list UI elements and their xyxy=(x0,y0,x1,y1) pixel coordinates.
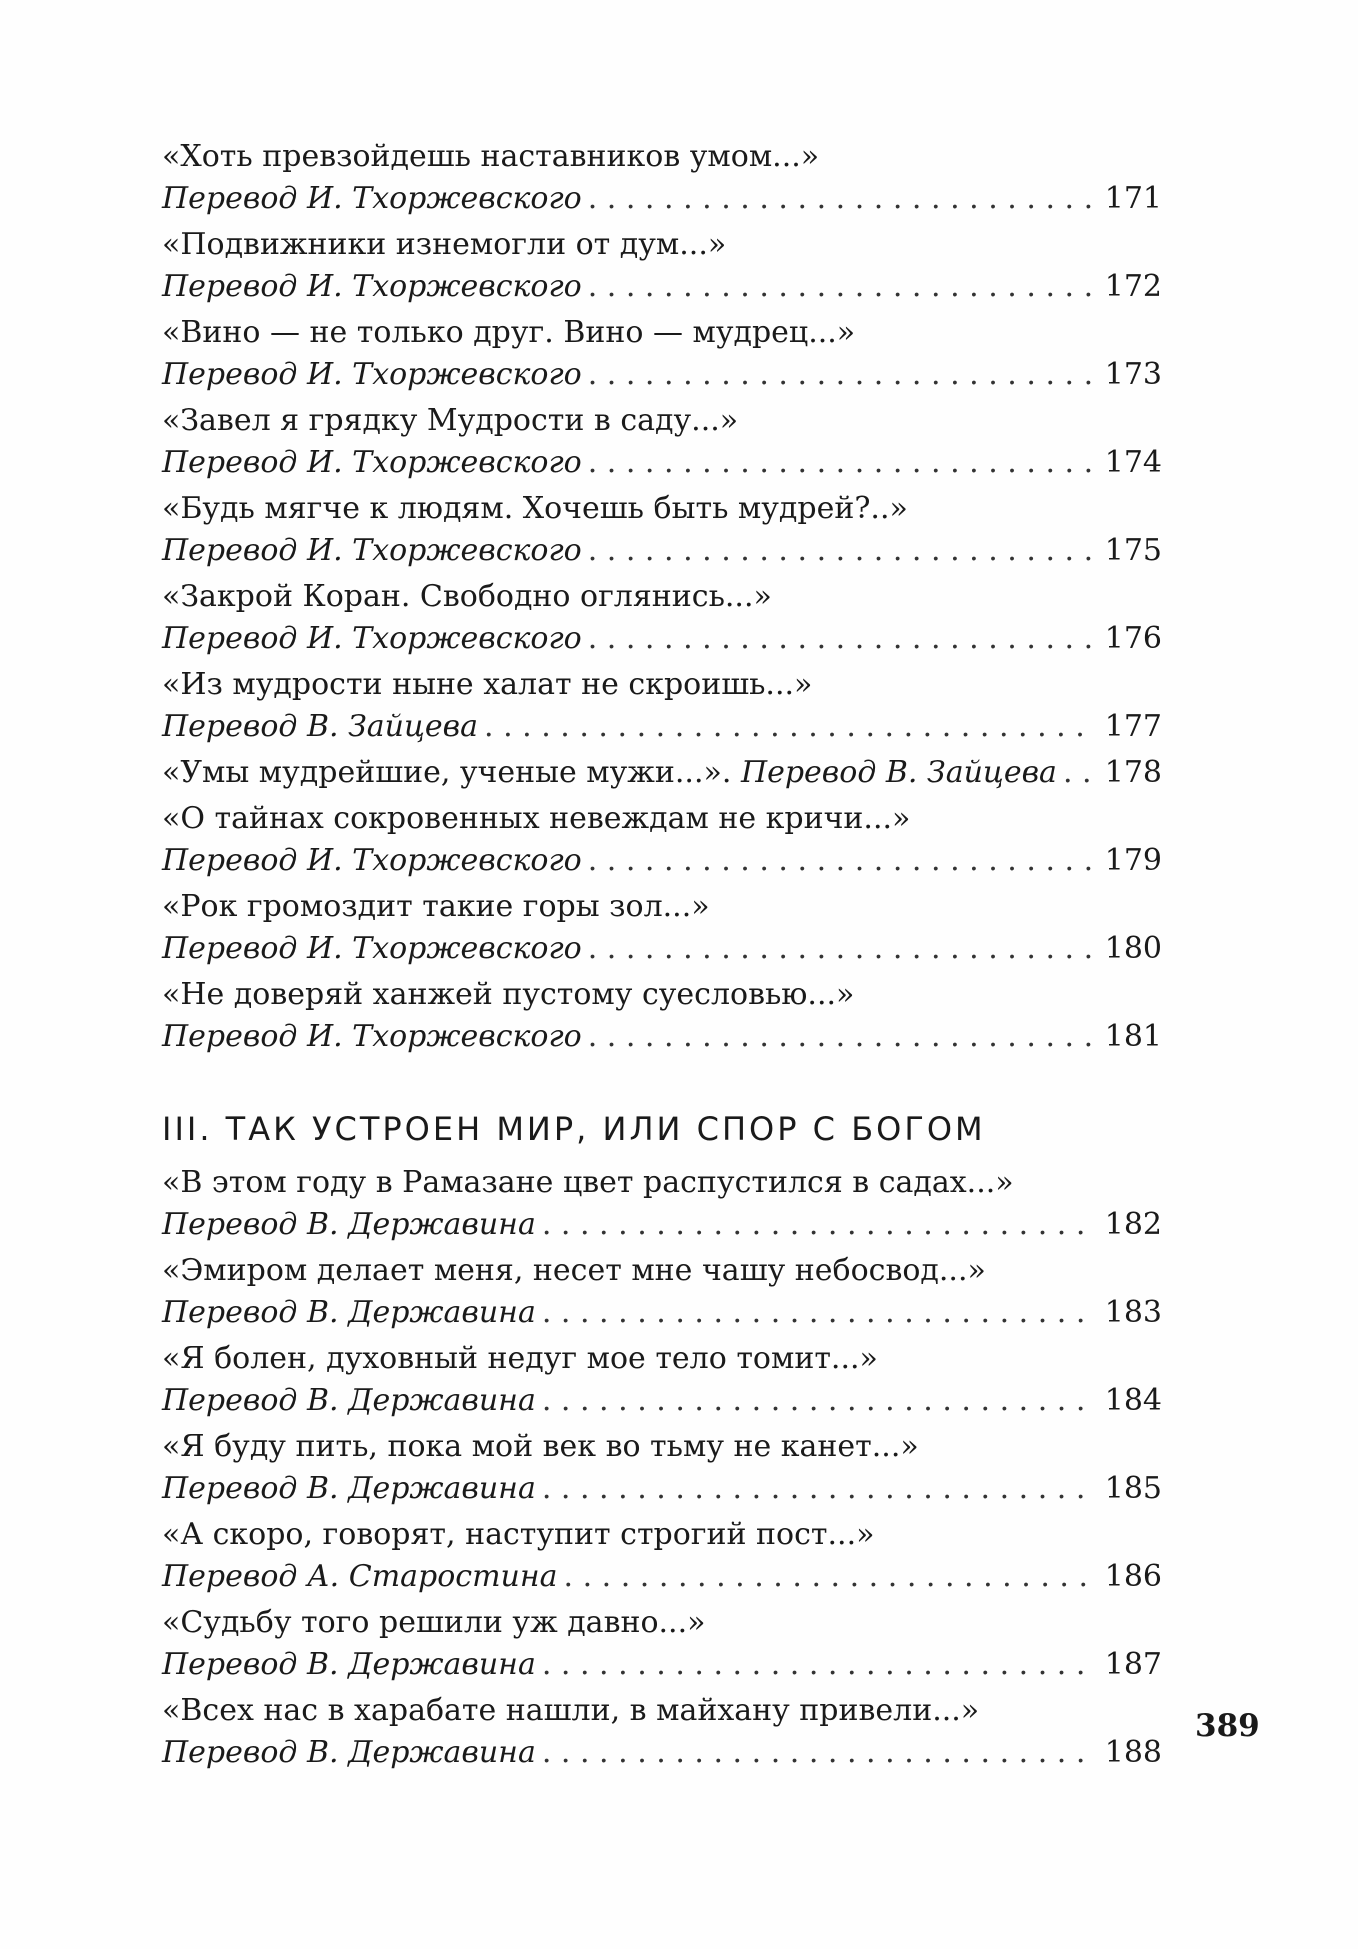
toc-entry xyxy=(162,664,1162,748)
entry-title: «Хоть превзойдешь наставников умом...» xyxy=(162,139,820,174)
entry-page-number: 182 xyxy=(1104,1207,1162,1242)
entry-translator: Перевод В. Державина xyxy=(162,1383,536,1418)
entry-translator: Перевод И. Тхоржевского xyxy=(162,621,582,656)
toc-entry xyxy=(162,312,1162,396)
entry-translator: Перевод А. Старостина xyxy=(162,1559,558,1594)
entry-title: «Всех нас в харабате нашли, в майхану привели...» xyxy=(162,1693,980,1728)
toc-group xyxy=(162,1162,1162,1774)
toc-entry xyxy=(162,752,1162,794)
entry-page-number: 177 xyxy=(1104,709,1162,744)
toc-entry-line xyxy=(162,1644,1162,1686)
entry-title: «Я болен, духовный недуг мое тело томит...» xyxy=(162,1341,878,1376)
toc-entry-line xyxy=(162,1732,1162,1774)
page-number: 389 xyxy=(1195,1708,1260,1744)
dot-leader xyxy=(588,266,1094,308)
entry-title: «Из мудрости ныне халат не скроишь...» xyxy=(162,667,813,702)
entry-translator: Перевод В. Державина xyxy=(162,1647,536,1682)
toc-entry xyxy=(162,1338,1162,1422)
entry-page-number: 175 xyxy=(1104,533,1162,568)
table-of-contents xyxy=(162,136,1162,1778)
entry-translator: Перевод И. Тхоржевского xyxy=(162,269,582,304)
dot-leader xyxy=(588,1016,1094,1058)
toc-group xyxy=(162,136,1162,748)
dot-leader xyxy=(588,928,1094,970)
entry-page-number: 185 xyxy=(1104,1471,1162,1506)
entry-page-number: 183 xyxy=(1104,1295,1162,1330)
entry-title: «Будь мягче к людям. Хочешь быть мудрей?..» xyxy=(162,491,908,526)
entry-title: «Рок громоздит такие горы зол...» xyxy=(162,889,710,924)
dot-leader xyxy=(484,706,1094,748)
dot-leader xyxy=(588,354,1094,396)
entry-title: «Судьбу того решили уж давно...» xyxy=(162,1605,706,1640)
toc-entry xyxy=(162,974,1162,1058)
dot-leader xyxy=(564,1556,1094,1598)
dot-leader xyxy=(542,1204,1094,1246)
dot-leader xyxy=(542,1732,1094,1774)
entry-translator: Перевод И. Тхоржевского xyxy=(162,533,582,568)
toc-entry xyxy=(162,1602,1162,1686)
entry-translator: Перевод И. Тхоржевского xyxy=(162,843,582,878)
toc-entry xyxy=(162,1426,1162,1510)
entry-page-number: 184 xyxy=(1104,1383,1162,1418)
toc-entry-line xyxy=(162,1468,1162,1510)
entry-page-number: 181 xyxy=(1104,1019,1162,1054)
dot-leader xyxy=(542,1468,1094,1510)
toc-group xyxy=(162,798,1162,1058)
section-heading: III. ТАК УСТРОЕН МИР, ИЛИ СПОР С БОГОМ xyxy=(162,1110,986,1148)
entry-translator: Перевод В. Державина xyxy=(162,1471,536,1506)
entry-page-number: 178 xyxy=(1104,755,1162,790)
toc-entry-line xyxy=(162,1556,1162,1598)
entry-title: «Завел я грядку Мудрости в саду...» xyxy=(162,403,739,438)
entry-page-number: 176 xyxy=(1104,621,1162,656)
entry-title: «Подвижники изнемогли от дум...» xyxy=(162,227,727,262)
dot-leader xyxy=(588,840,1094,882)
entry-page-number: 188 xyxy=(1104,1735,1162,1770)
toc-entry-line xyxy=(162,752,1162,794)
entry-title: «Вино — не только друг. Вино — мудрец...» xyxy=(162,315,856,350)
entry-title: «Я буду пить, пока мой век во тьму не канет...» xyxy=(162,1429,919,1464)
toc-entry xyxy=(162,224,1162,308)
toc-entry xyxy=(162,576,1162,660)
entry-title: «Закрой Коран. Свободно оглянись...» xyxy=(162,579,772,614)
toc-entry xyxy=(162,798,1162,882)
entry-translator: Перевод И. Тхоржевского xyxy=(162,1019,582,1054)
entry-translator: Перевод В. Державина xyxy=(162,1295,536,1330)
toc-entry-line xyxy=(162,266,1162,308)
toc-entry-line xyxy=(162,706,1162,748)
toc-entry-line xyxy=(162,928,1162,970)
entry-title: «О тайнах сокровенных невеждам не кричи...» xyxy=(162,801,911,836)
toc-entry-line xyxy=(162,178,1162,220)
toc-entry xyxy=(162,1514,1162,1598)
entry-page-number: 171 xyxy=(1104,181,1162,216)
entry-translator: Перевод И. Тхоржевского xyxy=(162,445,582,480)
entry-title: «Эмиром делает меня, несет мне чашу небосвод...» xyxy=(162,1253,986,1288)
toc-entry-line xyxy=(162,1292,1162,1334)
entry-translator: Перевод И. Тхоржевского xyxy=(162,931,582,966)
dot-leader xyxy=(542,1380,1094,1422)
toc-entry xyxy=(162,886,1162,970)
toc-entry-line xyxy=(162,1016,1162,1058)
entry-translator: Перевод И. Тхоржевского xyxy=(162,181,582,216)
dot-leader xyxy=(542,1292,1094,1334)
entry-page-number: 180 xyxy=(1104,931,1162,966)
entry-translator: Перевод В. Державина xyxy=(162,1735,536,1770)
entry-page-number: 187 xyxy=(1104,1647,1162,1682)
dot-leader xyxy=(588,618,1094,660)
dot-leader xyxy=(1063,752,1094,794)
toc-entry-line xyxy=(162,530,1162,572)
entry-title: «Умы мудрейшие, ученые мужи...». xyxy=(162,755,732,790)
dot-leader xyxy=(588,442,1094,484)
entry-page-number: 172 xyxy=(1104,269,1162,304)
toc-entry xyxy=(162,136,1162,220)
entry-page-number: 186 xyxy=(1104,1559,1162,1594)
toc-entry xyxy=(162,1690,1162,1774)
toc-entry-line xyxy=(162,618,1162,660)
toc-entry xyxy=(162,488,1162,572)
entry-page-number: 174 xyxy=(1104,445,1162,480)
entry-page-number: 173 xyxy=(1104,357,1162,392)
entry-translator: Перевод В. Державина xyxy=(162,1207,536,1242)
toc-entry-line xyxy=(162,1204,1162,1246)
toc-entry-line xyxy=(162,354,1162,396)
toc-entry-line xyxy=(162,442,1162,484)
entry-translator: Перевод В. Зайцева xyxy=(740,755,1057,790)
entry-translator: Перевод И. Тхоржевского xyxy=(162,357,582,392)
toc-entry xyxy=(162,1250,1162,1334)
toc-entry xyxy=(162,1162,1162,1246)
dot-leader xyxy=(542,1644,1094,1686)
entry-title: «А скоро, говорят, наступит строгий пост...» xyxy=(162,1517,875,1552)
toc-entry-line xyxy=(162,840,1162,882)
entry-title: «В этом году в Рамазане цвет распустился в садах...» xyxy=(162,1165,1014,1200)
entry-page-number: 179 xyxy=(1104,843,1162,878)
dot-leader xyxy=(588,530,1094,572)
toc-entry xyxy=(162,400,1162,484)
dot-leader xyxy=(588,178,1094,220)
toc-entry-line xyxy=(162,1380,1162,1422)
entry-translator: Перевод В. Зайцева xyxy=(162,709,478,744)
entry-title: «Не доверяй ханжей пустому суесловью...» xyxy=(162,977,855,1012)
